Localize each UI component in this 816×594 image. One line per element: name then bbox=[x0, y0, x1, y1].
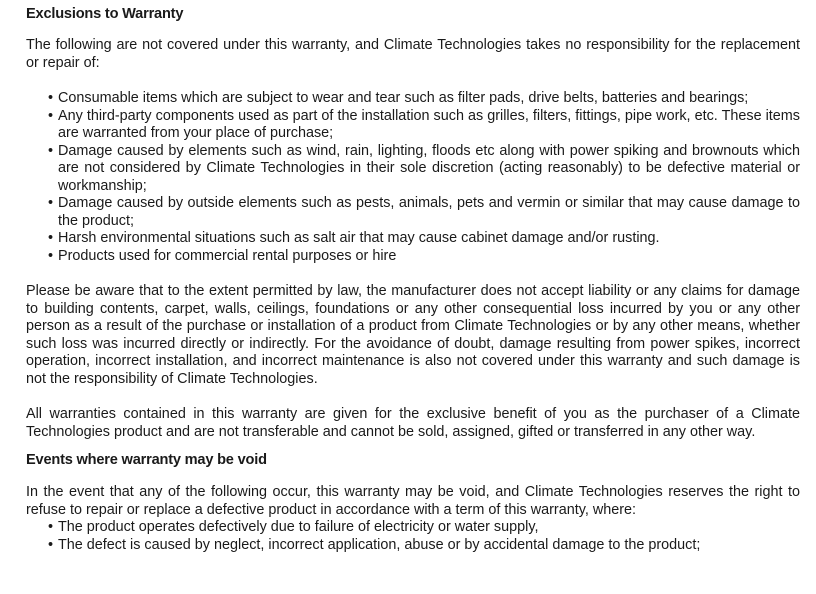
list-item: • Damage caused by elements such as wind, rain, lighting, floods etc along with power spiking and brownouts which are not considered by Climate Technologies in their sole discretion (acting reasonably) to be defective material or workmanship; bbox=[48, 142, 800, 194]
list-item: • The product operates defectively due to failure of electricity or water supply, bbox=[48, 519, 539, 535]
void-list bbox=[26, 519, 800, 554]
list-item: • Harsh environmental situations such as salt air that may cause cabinet damage and/or rusting. bbox=[48, 230, 660, 246]
void-intro: In the event that any of the following occur, this warranty may be void, and Climate Technologies reserves the right to refuse to repair or replace a defective product in accordance with a term of this warranty, where: bbox=[26, 484, 800, 518]
bullet: • bbox=[48, 107, 54, 124]
liability-paragraph: Please be aware that to the extent permitted by law, the manufacturer does not accept liability or any claims for damage to building contents, carpet, walls, ceilings, foundations or any other consequential loss incurred by you or any other person as a result of the purchase or installation of a product from Climate Technologies or by any other means, whether such loss was incurred directly or indirectly. For the avoidance of doubt, damage resulting from power spikes, incorrect operation, incorrect installation, and incorrect maintenance is also not covered under this warranty and such damage is not the responsibility of Climate Technologies. bbox=[26, 283, 800, 387]
exclusions-list bbox=[26, 90, 800, 265]
list-item: • Any third-party components used as part of the installation such as grilles, filters, fittings, pipe work, etc. These items are warranted from your place of purchase; bbox=[48, 107, 800, 141]
list-item: • Products used for commercial rental purposes or hire bbox=[48, 247, 397, 264]
bullet: • bbox=[48, 247, 54, 264]
exclusions-heading: Exclusions to Warranty bbox=[26, 6, 184, 22]
bullet: • bbox=[48, 90, 54, 106]
bullet: • bbox=[48, 230, 54, 246]
exclusions-intro: The following are not covered under this warranty, and Climate Technologies takes no responsibility for the replacement or repair of: bbox=[26, 37, 800, 71]
bullet: • bbox=[48, 536, 54, 553]
bullet: • bbox=[48, 195, 54, 211]
bullet: • bbox=[48, 142, 54, 159]
list-item: • Damage caused by outside elements such as pests, animals, pets and vermin or similar that may cause damage to the product; bbox=[48, 195, 800, 229]
warranty-document bbox=[26, 5, 800, 554]
benefit-paragraph: All warranties contained in this warranty are given for the exclusive benefit of you as the purchaser of a Climate Technologies product and are not transferable and cannot be sold, assigned, gifted or transferred in any other way. bbox=[26, 406, 800, 440]
list-item: • Consumable items which are subject to wear and tear such as filter pads, drive belts, batteries and bearings; bbox=[48, 90, 749, 106]
bullet: • bbox=[48, 519, 54, 535]
list-item: • The defect is caused by neglect, incorrect application, abuse or by accidental damage to the product; bbox=[48, 536, 701, 553]
void-heading: Events where warranty may be void bbox=[26, 452, 267, 468]
